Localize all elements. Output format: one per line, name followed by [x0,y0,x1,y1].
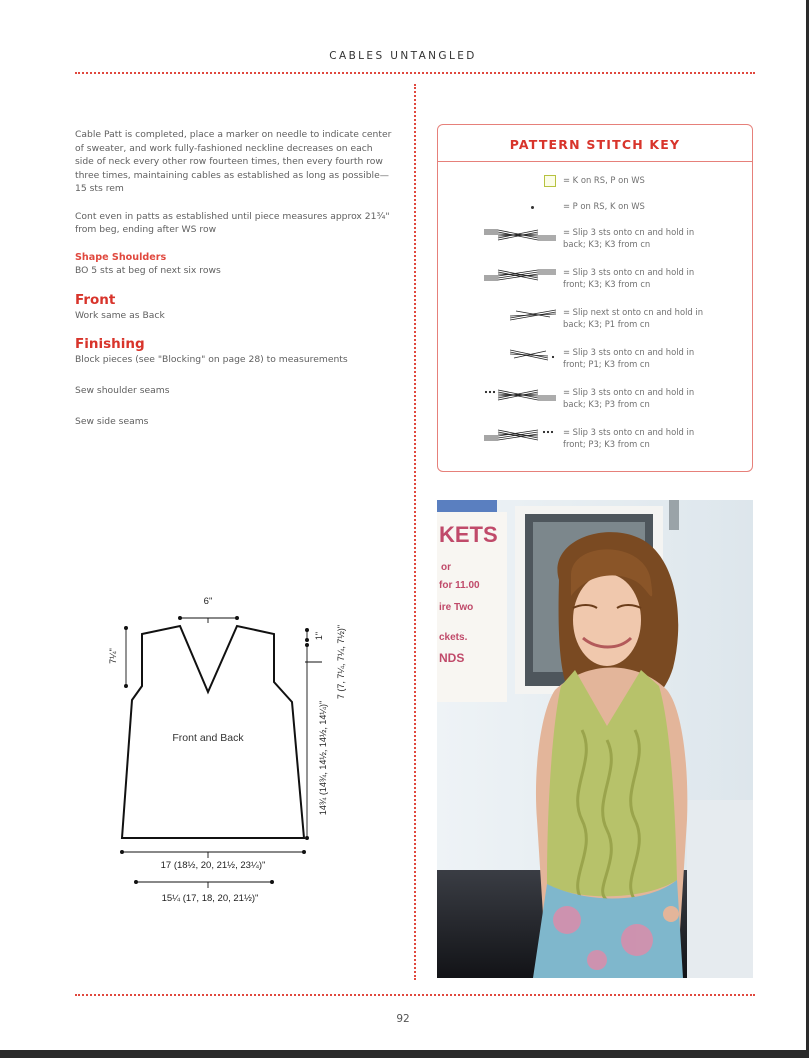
pattern-stitch-key [437,124,753,472]
model-photo [437,500,753,978]
body-paragraph: Cable Patt is completed, place a marker on needle to indicate center of sweater, and work fully-fashioned neckline decreases on each side of neck every other row fourteen times, then every fourth row three times, maintaining cables as established as long as possible— 15 sts rem [75,129,392,194]
stitch-key-title: PATTERN STITCH KEY [509,137,681,152]
armhole-height-label: 7 (7, 7¼, 7¼, 7½)" [336,624,346,700]
body-paragraph: BO 5 sts at beg of next six rows [75,265,221,276]
armhole-depth-label: 7¼" [108,648,118,664]
stitch-key-text: = Slip 3 sts onto cn and hold in front; P3; K3 from cn [563,427,695,449]
cable-3-3-front-icon [484,267,556,281]
stitch-key-text: = Slip 3 sts onto cn and hold in front; P1; K3 from cn [563,347,695,369]
garment-schematic [100,590,360,910]
svg-text:or: or [441,562,451,573]
svg-text:ckets.: ckets. [439,632,468,643]
bust-width-label: 17 (18½, 20, 21½, 23¼)" [160,860,266,871]
shape-shoulders-heading: Shape Shoulders [75,251,167,263]
page-number: 92 [396,1013,410,1025]
running-head: CABLES UNTANGLED [329,50,477,62]
stitch-key-text: = Slip 3 sts onto cn and hold in back; K3; K3 from cn [563,227,695,249]
hip-width-label: 15¼ (17, 18, 20, 21½)" [161,893,259,904]
body-paragraph: Cont even in patts as established until piece measures approx 21¾" from beg, ending after WS row [75,210,390,235]
front-heading: Front [75,291,116,308]
svg-text:KETS: KETS [439,522,498,547]
stitch-key-divider [438,161,752,162]
body-paragraph: Sew shoulder seams [75,384,170,396]
body-paragraph: Block pieces (see "Blocking" on page 28) to measurements [75,354,348,365]
knit-square-icon [544,175,556,187]
cable-1-3-back-icon [510,307,556,321]
finishing-heading: Finishing [75,336,145,352]
body-paragraph: Work same as Back [75,309,165,321]
body-paragraph: Sew side seams [75,416,149,427]
bottom-dotted-rule [75,994,755,996]
cable-3-1-front-icon [510,347,556,361]
cable-3-3-front-purl-icon [484,427,556,441]
stitch-key-text: = Slip next st onto cn and hold in back; K3; P1 from cn [563,307,704,329]
purl-dot-icon [531,201,556,213]
stitch-key-text: = K on RS, P on WS [563,175,645,185]
cable-3-3-back-icon [484,227,556,241]
cable-3-3-back-purl-icon [484,387,556,401]
svg-text:for 11.00: for 11.00 [439,580,480,591]
top-dotted-rule [75,72,755,74]
shoulder-drop-label: 1" [314,631,324,641]
schematic-label: Front and Back [172,732,244,744]
column-divider [414,84,416,980]
stitch-key-text: = P on RS, K on WS [563,201,645,211]
svg-text:NDS: NDS [439,651,465,665]
svg-text:ire Two: ire Two [439,602,474,613]
instructions-column [75,128,393,443]
side-length-label: 14¾ (14¾, 14½, 14½, 14¼)" [318,700,328,816]
stitch-key-text: = Slip 3 sts onto cn and hold in back; K3; P3 from cn [563,387,695,409]
neck-width-label: 6" [203,596,213,607]
stitch-key-text: = Slip 3 sts onto cn and hold in front; K3; K3 from cn [563,267,695,289]
